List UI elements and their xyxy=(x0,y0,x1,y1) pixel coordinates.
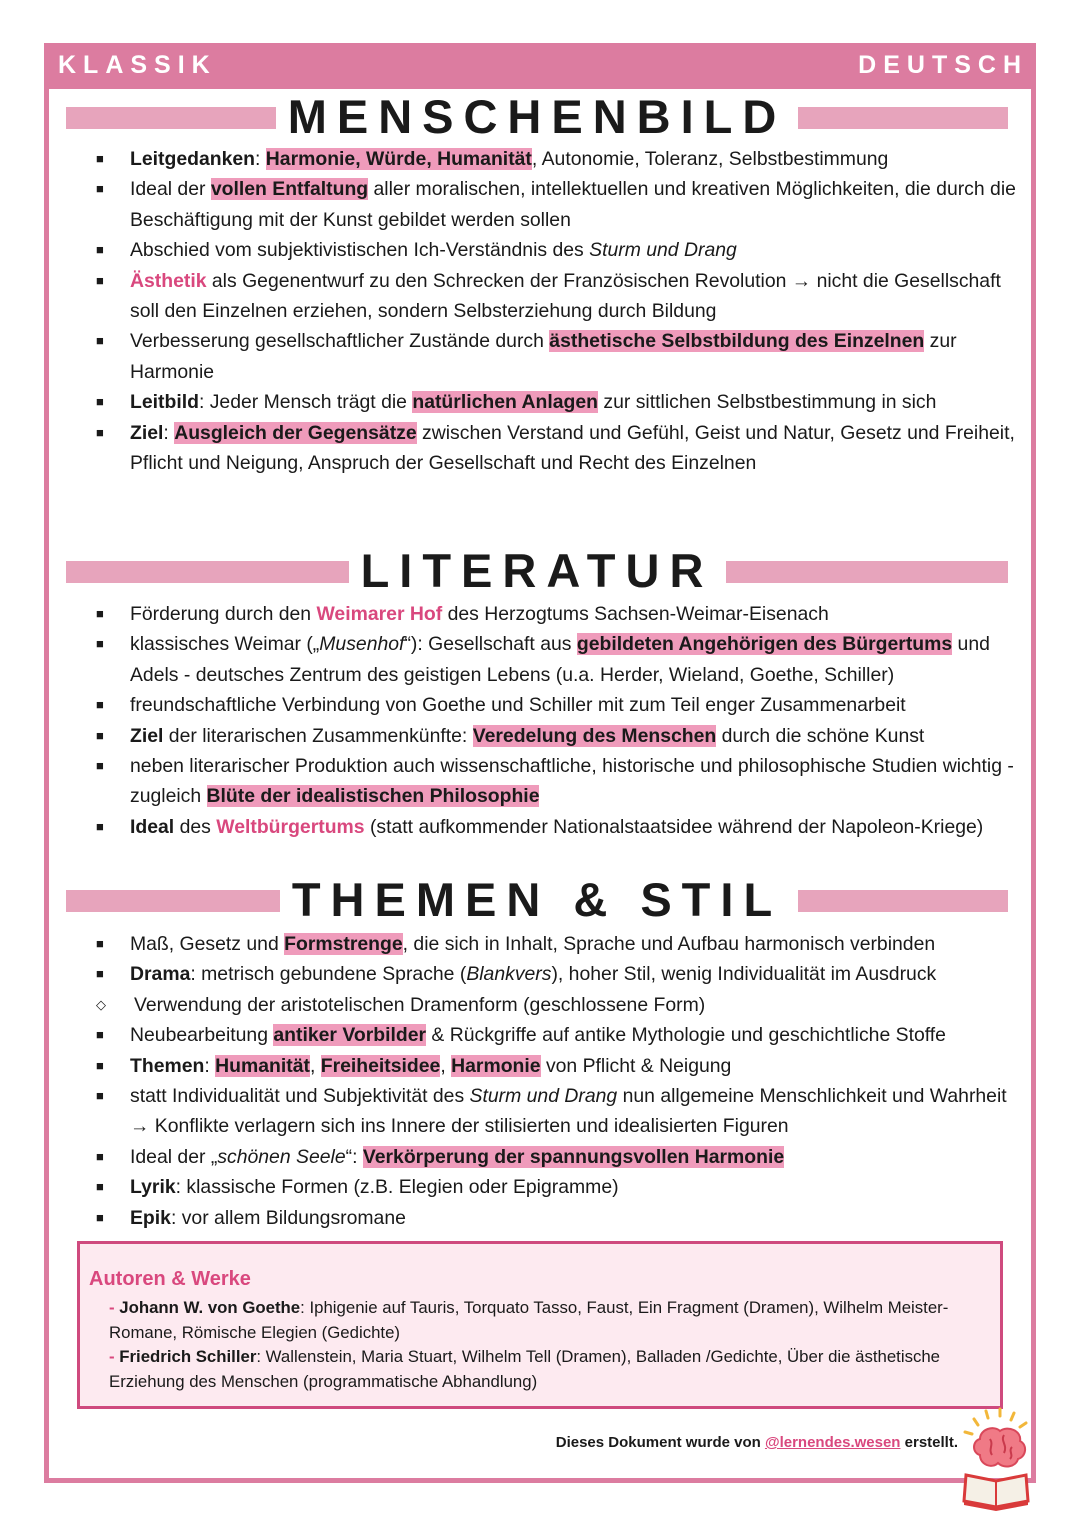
list-item: ■ Ideal der vollen Entfaltung aller moralischen, intellektuellen und kreativen Möglichkeiten, die durch die Beschäftigung mit der Kunst gebildet werden sollen xyxy=(96,174,1016,235)
section-title: LITERATUR xyxy=(349,544,726,597)
list-item: ■ Ideal der „schönen Seele“: Verkörperung der spannungsvollen Harmonie xyxy=(96,1142,1016,1172)
section-title: THEMEN & STIL xyxy=(280,873,794,926)
square-bullet-icon: ■ xyxy=(96,636,104,652)
square-bullet-icon: ■ xyxy=(96,966,104,982)
list-item: ■ Ästhetik als Gegenentwurf zu den Schrecken der Französischen Revolution → nicht die Gesellschaft soll den Einzelnen erziehen, sondern Selbsterziehung durch Bildung xyxy=(96,266,1016,327)
authors-body xyxy=(109,1296,949,1394)
square-bullet-icon: ■ xyxy=(96,936,104,951)
list-item: ■ Neubearbeitung antiker Vorbilder & Rückgriffe auf antike Mythologie und geschichtliche Stoffe xyxy=(96,1020,1016,1050)
footer-credit: Dieses Dokument wurde von @lernendes.wesen erstellt. xyxy=(555,1434,958,1451)
list-item: ■ Drama: metrisch gebundene Sprache (Blankvers), hoher Stil, wenig Individualität im Ausdruck xyxy=(96,959,1016,989)
square-bullet-icon: ■ xyxy=(96,394,104,410)
section-heading-themen xyxy=(66,872,1008,928)
diamond-bullet-icon: ◇ xyxy=(96,996,106,1012)
square-bullet-icon: ■ xyxy=(96,242,104,258)
square-bullet-icon: ■ xyxy=(96,1027,104,1043)
author-entry-goethe: - Johann W. von Goethe: Iphigenie auf Tauris, Torquato Tasso, Faust, Ein Fragment (Dramen), Wilhelm Meister-Romane, Römische Elegien (Gedichte) xyxy=(109,1298,949,1342)
square-bullet-icon: ■ xyxy=(96,1088,104,1104)
list-item: ■ Leitgedanken: Harmonie, Würde, Humanität, Autonomie, Toleranz, Selbstbestimmung xyxy=(96,144,1016,174)
list-item: ■ freundschaftliche Verbindung von Goethe und Schiller mit zum Teil enger Zusammenarbeit xyxy=(96,690,1016,720)
header-subject-left: KLASSIK xyxy=(58,51,217,79)
square-bullet-icon: ■ xyxy=(96,272,104,288)
header-bar xyxy=(44,43,1036,89)
square-bullet-icon: ■ xyxy=(96,181,104,197)
list-item: ■ Ziel der literarischen Zusammenkünfte: Veredelung des Menschen durch die schöne Kunst xyxy=(96,721,1016,751)
section-heading-literatur xyxy=(66,543,1008,599)
list-item: ■ Lyrik: klassische Formen (z.B. Elegien oder Epigramme) xyxy=(96,1172,1016,1202)
square-bullet-icon: ■ xyxy=(96,1179,104,1195)
section-literatur xyxy=(96,599,1016,842)
section-menschenbild xyxy=(96,144,1016,478)
square-bullet-icon: ■ xyxy=(96,758,104,774)
square-bullet-icon: ■ xyxy=(96,1209,104,1225)
list-item: ■ statt Individualität und Subjektivität des Sturm und Drang nun allgemeine Menschlichkeit und Wahrheit → Konflikte verlagern sich ins Innere der stilisierten und idealisierten Figuren xyxy=(96,1081,1016,1142)
square-bullet-icon: ■ xyxy=(96,818,104,834)
brain-book-logo-icon xyxy=(960,1405,1032,1513)
section-themen xyxy=(96,929,1016,1233)
author-entry-schiller: - Friedrich Schiller: Wallenstein, Maria Stuart, Wilhelm Tell (Dramen), Balladen /Gedichte, Über die ästhetische Erziehung des Menschen (programmatische Abhandlung) xyxy=(109,1347,941,1391)
square-bullet-icon: ■ xyxy=(96,1148,104,1164)
header-subject-right: DEUTSCH xyxy=(858,51,1028,79)
section-heading-menschenbild xyxy=(66,89,1008,145)
list-item: ■ neben literarischer Produktion auch wissenschaftliche, historische und philosophische Studien wichtig - zugleich Blüte der idealistischen Philosophie xyxy=(96,751,1016,812)
square-bullet-icon: ■ xyxy=(96,333,104,349)
list-item: ■ Epik: vor allem Bildungsromane xyxy=(96,1203,1016,1233)
list-item: ■ klassisches Weimar („Musenhof“): Gesellschaft aus gebildeten Angehörigen des Bürgertums und Adels - deutsches Zentrum des geistigen Lebens (u.a. Herder, Wieland, Goethe, Schiller) xyxy=(96,629,1016,690)
square-bullet-icon: ■ xyxy=(96,1057,104,1073)
authors-box xyxy=(77,1241,1003,1409)
list-item: ■ Themen: Humanität, Freiheitsidee, Harmonie von Pflicht & Neigung xyxy=(96,1051,1016,1081)
list-item: ■ Förderung durch den Weimarer Hof des Herzogtums Sachsen-Weimar-Eisenach xyxy=(96,599,1016,629)
square-bullet-icon: ■ xyxy=(96,606,104,621)
list-item: ■ Ziel: Ausgleich der Gegensätze zwischen Verstand und Gefühl, Geist und Natur, Gesetz und Freiheit, Pflicht und Neigung, Anspruch der Gesellschaft und Recht des Einzelnen xyxy=(96,418,1016,479)
author-link[interactable]: @lernendes.wesen xyxy=(764,1434,901,1451)
square-bullet-icon: ■ xyxy=(96,424,104,440)
list-item: ■ Abschied vom subjektivistischen Ich-Verständnis des Sturm und Drang xyxy=(96,235,1016,265)
list-item: ■ Ideal des Weltbürgertums (statt aufkommender Nationalstaatsidee während der Napoleon-Kriege) xyxy=(96,812,1016,842)
square-bullet-icon: ■ xyxy=(96,151,104,166)
list-item: ◇ Verwendung der aristotelischen Dramenform (geschlossene Form) xyxy=(96,990,1016,1020)
section-title: MENSCHENBILD xyxy=(276,90,799,143)
list-item: ■ Maß, Gesetz und Formstrenge, die sich in Inhalt, Sprache und Aufbau harmonisch verbinden xyxy=(96,929,1016,959)
square-bullet-icon: ■ xyxy=(96,727,104,743)
square-bullet-icon: ■ xyxy=(96,697,104,713)
list-item: ■ Verbesserung gesellschaftlicher Zustände durch ästhetische Selbstbildung des Einzelnen zur Harmonie xyxy=(96,326,1016,387)
list-item: ■ Leitbild: Jeder Mensch trägt die natürlichen Anlagen zur sittlichen Selbstbestimmung in sich xyxy=(96,387,1016,417)
authors-heading: Autoren & Werke xyxy=(89,1268,251,1290)
